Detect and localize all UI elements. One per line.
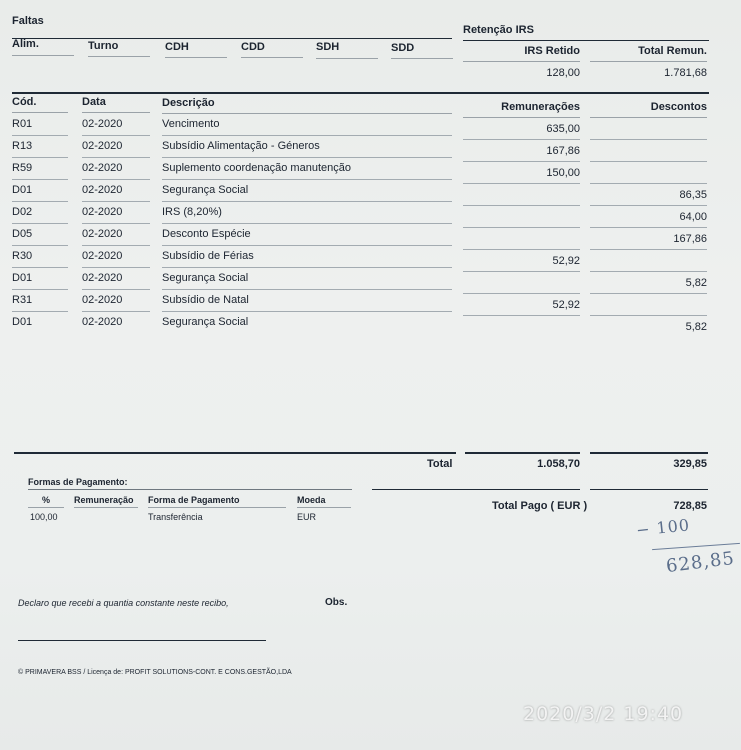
totals-rule-right: [590, 452, 708, 454]
photo-timestamp: 2020/3/2 19:40: [523, 703, 684, 725]
total-remun-value: 1.781,68: [664, 67, 707, 79]
total-remun-label: Total Remun.: [638, 45, 707, 57]
total-pago-rule-left: [372, 489, 580, 490]
row-desconto: 5,82: [685, 321, 707, 333]
faltas-underline: [165, 57, 227, 58]
signature-line: [18, 640, 266, 641]
declaracao-text: Declaro que recebi a quantia constante neste recibo,: [18, 598, 229, 608]
table-row: [0, 294, 741, 316]
pagamento-col-forma: Forma de Pagamento: [148, 495, 240, 505]
row-cod: R01: [12, 118, 33, 130]
row-desconto: 5,82: [685, 277, 707, 289]
row-cod: R13: [12, 140, 33, 152]
table-row: [0, 228, 741, 250]
row-cod: D01: [12, 316, 33, 328]
row-descricao: Subsídio Alimentação - Géneros: [162, 140, 320, 152]
table-row: [0, 118, 741, 140]
col-data-header: Data: [82, 96, 106, 108]
pagamento-col-remuneracao: Remuneração: [74, 495, 134, 505]
retencao-rule: [463, 40, 709, 41]
header-underline: [12, 112, 68, 113]
row-remuneracao: 635,00: [546, 123, 580, 135]
obs-label: Obs.: [325, 597, 348, 608]
footer-license: © PRIMAVERA BSS / Licença de: PROFIT SOLUTIONS-CONT. E CONS.GESTÃO,LDA: [18, 669, 292, 676]
pagamento-col-pct: %: [42, 495, 51, 505]
faltas-col-sdh: SDH: [316, 41, 340, 53]
irs-underline: [463, 61, 580, 62]
table-row: [0, 140, 741, 162]
row-remuneracao: 167,86: [546, 145, 580, 157]
faltas-underline: [241, 57, 303, 58]
header-underline: [82, 112, 150, 113]
total-remuneracoes: 1.058,70: [537, 458, 580, 470]
faltas-col-cdh: CDH: [165, 41, 189, 53]
col-descricao-header: Descrição: [162, 97, 215, 109]
row-data: 02-2020: [82, 272, 123, 284]
row-data: 02-2020: [82, 316, 123, 328]
irs-retido-label: IRS Retido: [524, 45, 580, 57]
faltas-col-sdd: SDD: [391, 42, 415, 54]
row-data: 02-2020: [82, 294, 123, 306]
row-cod: D01: [12, 272, 33, 284]
row-cod: R30: [12, 250, 33, 262]
row-remuneracao: 150,00: [546, 167, 580, 179]
row-data: 02-2020: [82, 118, 123, 130]
irs-retido-value: 128,00: [546, 67, 580, 79]
col-cod-header: Cód.: [12, 96, 37, 108]
pagamento-title: Formas de Pagamento:: [28, 477, 128, 487]
row-descricao: Segurança Social: [162, 184, 249, 196]
faltas-underline: [88, 56, 150, 57]
row-descricao: IRS (8,20%): [162, 206, 222, 218]
faltas-underline: [12, 55, 74, 56]
row-desconto: 64,00: [679, 211, 707, 223]
total-label: Total: [427, 458, 453, 470]
faltas-top-rule: [12, 38, 452, 39]
row-descricao: Suplemento coordenação manutenção: [162, 162, 351, 174]
row-descricao: Vencimento: [162, 118, 220, 130]
faltas-title: Faltas: [12, 15, 44, 27]
row-descricao: Segurança Social: [162, 316, 249, 328]
col-descontos-header: Descontos: [650, 101, 707, 113]
totals-rule-left: [14, 452, 456, 454]
faltas-col-cdd: CDD: [241, 41, 265, 53]
faltas-underline: [316, 58, 378, 59]
faltas-col-alim: Alim.: [12, 38, 39, 50]
row-data: 02-2020: [82, 184, 123, 196]
row-cod: D05: [12, 228, 33, 240]
row-descricao: Desconto Espécie: [162, 228, 251, 240]
remun-underline: [590, 61, 707, 62]
row-cod: R59: [12, 162, 33, 174]
total-pago-value: 728,85: [673, 500, 707, 512]
faltas-underline: [391, 58, 453, 59]
handwritten-minus: − 100: [635, 515, 691, 540]
retencao-title: Retenção IRS: [463, 24, 534, 36]
table-row: [0, 206, 741, 228]
row-cod: D01: [12, 184, 33, 196]
row-data: 02-2020: [82, 206, 123, 218]
pagamento-moeda: EUR: [297, 512, 317, 522]
row-data: 02-2020: [82, 228, 123, 240]
row-data: 02-2020: [82, 140, 123, 152]
col-remuneracoes-header: Remunerações: [501, 101, 580, 113]
total-pago-label: Total Pago ( EUR ): [492, 500, 588, 512]
pagamento-pct: 100,00: [30, 512, 58, 522]
table-row: [0, 184, 741, 206]
table-row: [0, 250, 741, 272]
header-underline: [162, 113, 452, 114]
row-descricao: Subsídio de Natal: [162, 294, 249, 306]
row-desconto: 167,86: [673, 233, 707, 245]
row-cod: R31: [12, 294, 33, 306]
row-data: 02-2020: [82, 162, 123, 174]
row-data: 02-2020: [82, 250, 123, 262]
row-remuneracao: 52,92: [552, 255, 580, 267]
table-top-rule: [12, 92, 709, 94]
total-descontos: 329,85: [673, 458, 707, 470]
table-row: [0, 316, 741, 338]
row-cod: D02: [12, 206, 33, 218]
row-remuneracao: 52,92: [552, 299, 580, 311]
table-row: [0, 162, 741, 184]
pagamento-col-moeda: Moeda: [297, 495, 326, 505]
faltas-col-turno: Turno: [88, 40, 119, 52]
pagamento-rule: [28, 489, 352, 490]
total-pago-rule-right: [590, 489, 708, 490]
row-desconto: 86,35: [679, 189, 707, 201]
row-descricao: Subsídio de Férias: [162, 250, 254, 262]
table-row: [0, 272, 741, 294]
totals-rule-mid: [465, 452, 580, 454]
pagamento-forma: Transferência: [148, 512, 203, 522]
row-descricao: Segurança Social: [162, 272, 249, 284]
handwritten-result: 628,85: [664, 547, 737, 578]
